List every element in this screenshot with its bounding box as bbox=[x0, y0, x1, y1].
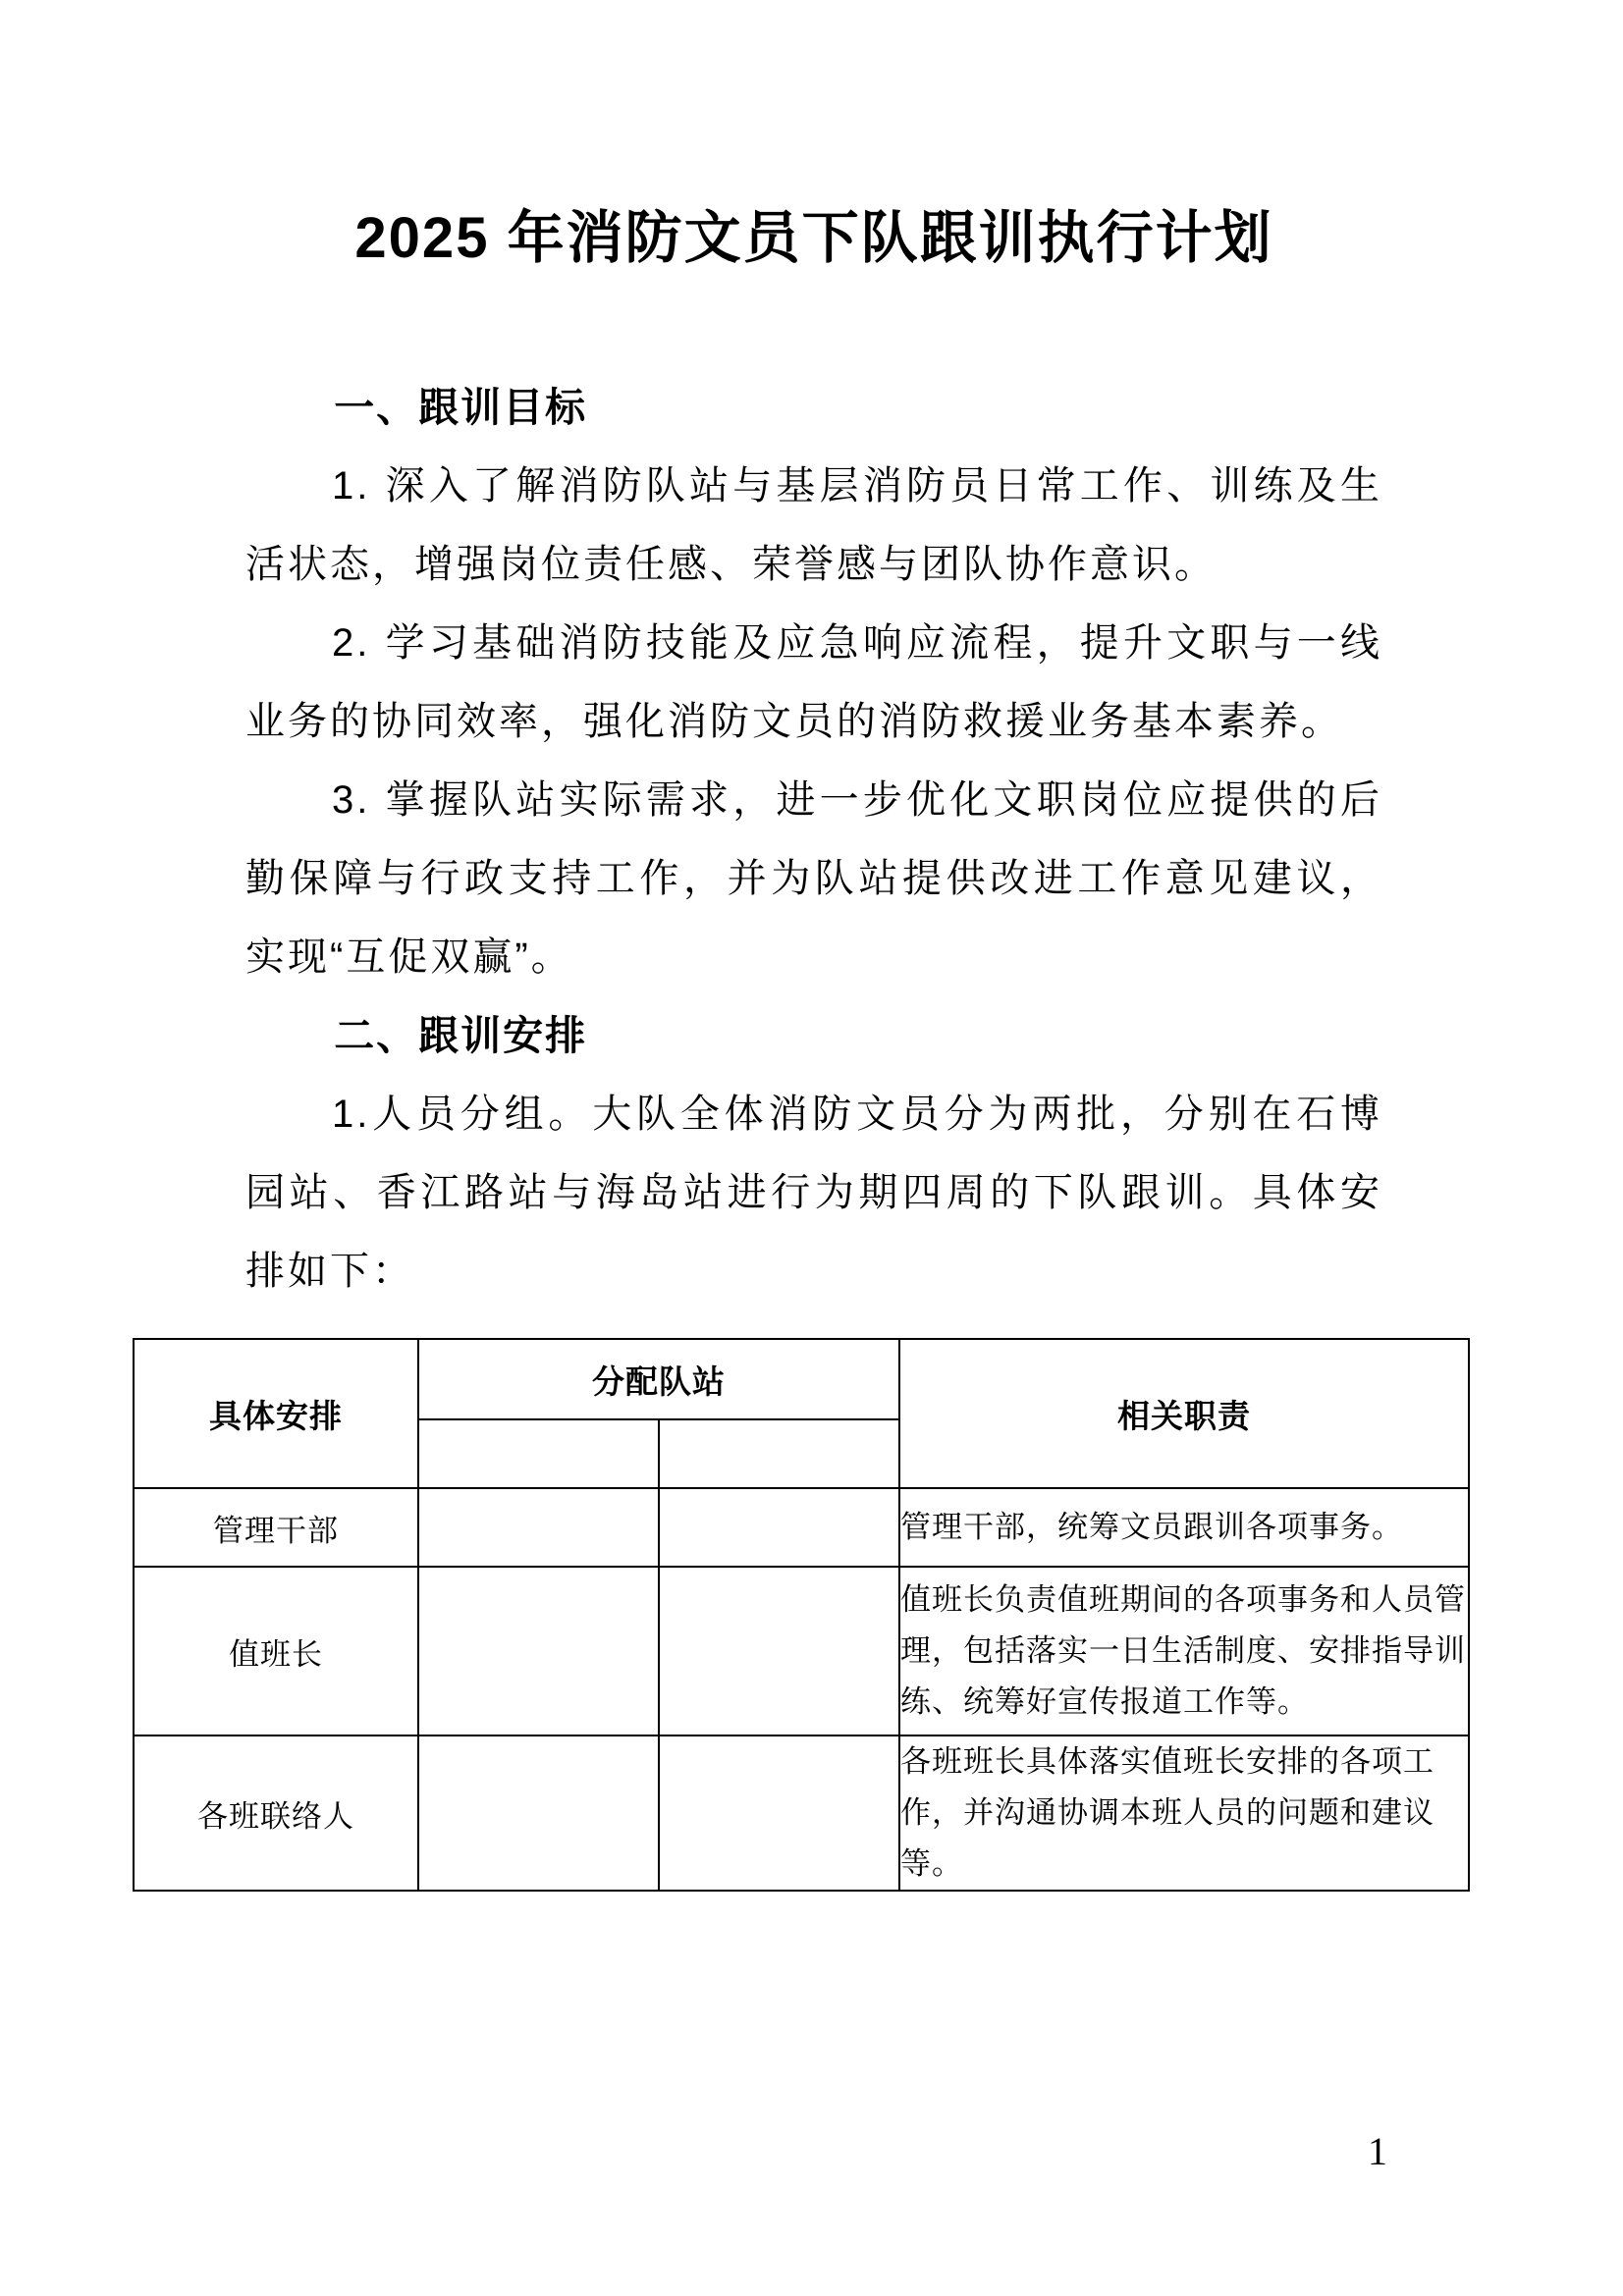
row-duty: 管理干部，统筹文员跟训各项事务。 bbox=[899, 1488, 1469, 1567]
table-header-station: 分配队站 bbox=[418, 1339, 899, 1419]
row-station1 bbox=[418, 1488, 659, 1567]
row-duty: 各班班长具体落实值班长安排的各项工作，并沟通协调本班人员的问题和建议等。 bbox=[899, 1735, 1469, 1891]
table-row bbox=[134, 1567, 1469, 1735]
section-2-paragraph-1: 1.人员分组。大队全体消防文员分为两批，分别在石博园站、香江路站与海岛站进行为期四周的下队跟训。具体安排如下： bbox=[245, 1093, 1382, 1293]
row-station2 bbox=[659, 1567, 899, 1735]
document-body bbox=[0, 191, 1623, 1892]
row-role: 各班联络人 bbox=[134, 1735, 418, 1891]
section-2-heading: 二、跟训安排 bbox=[334, 1013, 588, 1058]
row-duty: 值班长负责值班期间的各项事务和人员管理，包括落实一日生活制度、安排指导训练、统筹好宣传报道工作等。 bbox=[899, 1567, 1469, 1735]
section-1-paragraph-3: 3. 掌握队站实际需求，进一步优化文职岗位应提供的后勤保障与行政支持工作，并为队站提供改进工作意见建议，实现“互促双赢”。 bbox=[245, 778, 1382, 979]
row-station2 bbox=[659, 1488, 899, 1567]
row-station1 bbox=[418, 1735, 659, 1891]
table-row bbox=[134, 1488, 1469, 1567]
document-title: 2025 年消防文员下队跟训执行计划 bbox=[354, 206, 1273, 270]
row-station1 bbox=[418, 1567, 659, 1735]
table-header-station-sub1 bbox=[418, 1419, 659, 1488]
page-number: 1 bbox=[1368, 2129, 1387, 2173]
section-1-paragraph-1: 1. 深入了解消防队站与基层消防员日常工作、训练及生活状态，增强岗位责任感、荣誉感与团队协作意识。 bbox=[245, 464, 1382, 586]
row-role: 管理干部 bbox=[134, 1488, 418, 1567]
row-role: 值班长 bbox=[134, 1567, 418, 1735]
table-header-arrangement: 具体安排 bbox=[134, 1339, 418, 1488]
table-row bbox=[134, 1735, 1469, 1891]
training-arrangement-table bbox=[133, 1338, 1470, 1892]
table-header-station-sub2 bbox=[659, 1419, 899, 1488]
row-station2 bbox=[659, 1735, 899, 1891]
section-1-paragraph-2: 2. 学习基础消防技能及应急响应流程，提升文职与一线业务的协同效率，强化消防文员的消防救援业务基本素养。 bbox=[245, 621, 1382, 743]
section-1-heading: 一、跟训目标 bbox=[334, 385, 588, 430]
table-header-duty: 相关职责 bbox=[899, 1339, 1469, 1488]
